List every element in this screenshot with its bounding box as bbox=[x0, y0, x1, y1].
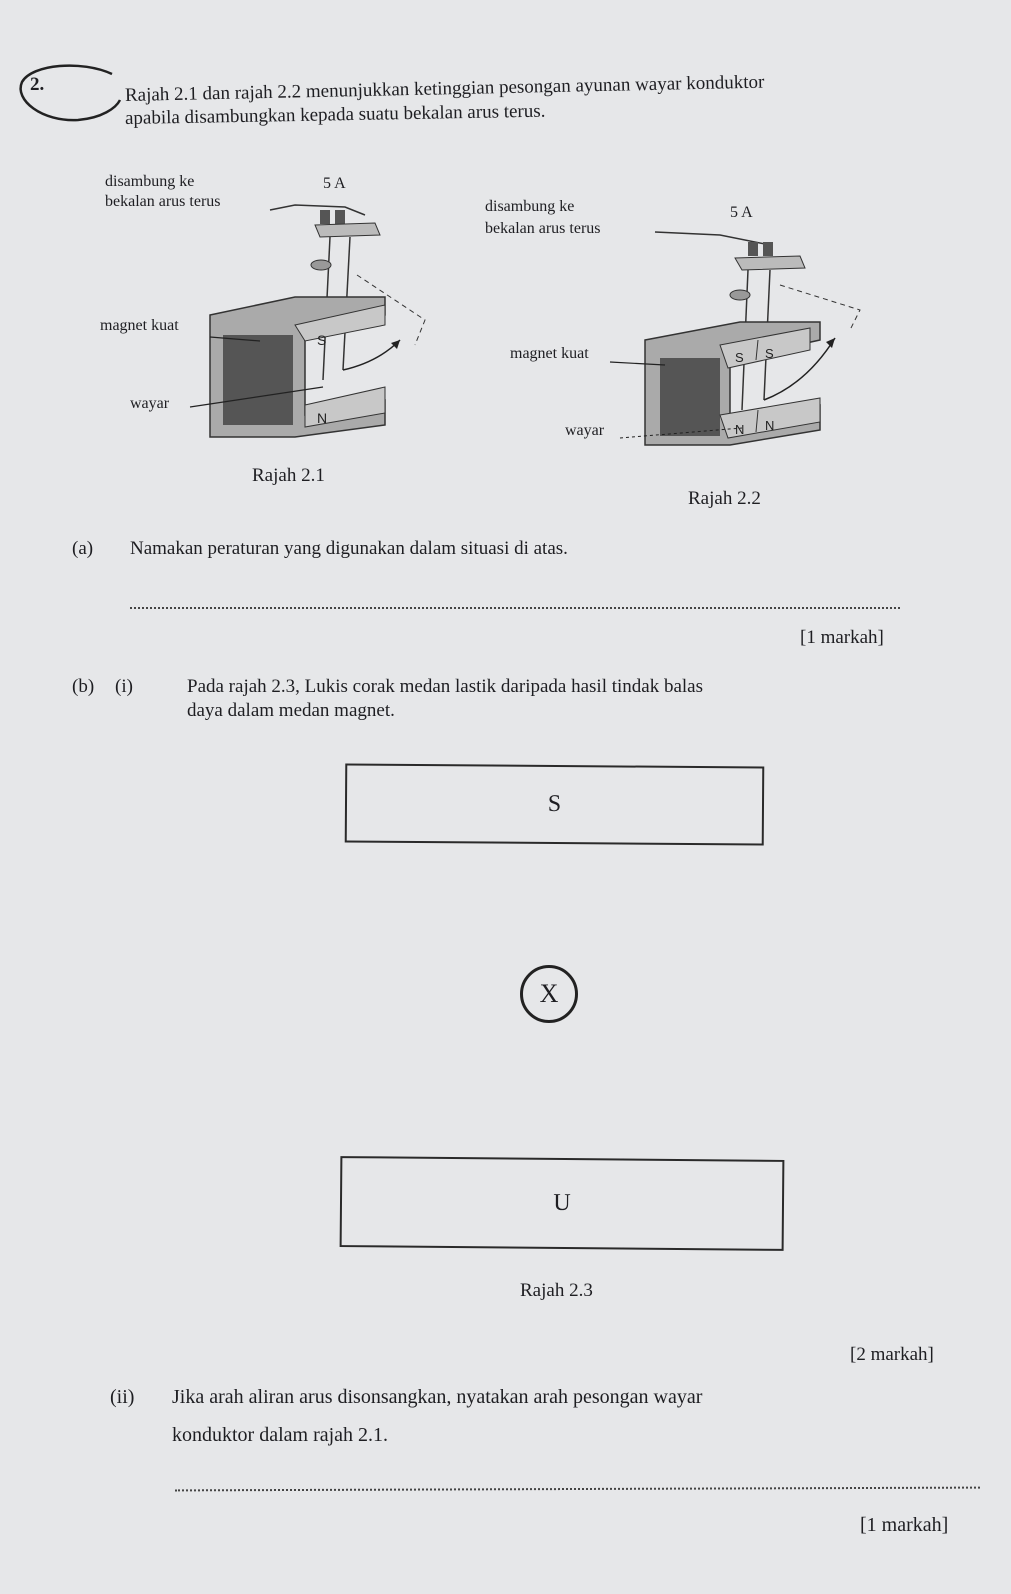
question-intro-line2: apabila disambungkan kepada suatu bekalan arus terus. bbox=[124, 100, 546, 129]
part-b-ii-marks: [1 markah] bbox=[860, 1514, 949, 1536]
part-b-ii-answer-line[interactable] bbox=[175, 1487, 980, 1492]
fig1-current-label: 5 A bbox=[323, 175, 346, 192]
part-b-i-question-line2: daya dalam medan magnet. bbox=[187, 700, 395, 721]
fig2-pole-bottom-2: N bbox=[765, 418, 775, 433]
part-b-ii-label: (ii) bbox=[110, 1386, 135, 1408]
fig2-current-label: 5 A bbox=[730, 204, 753, 221]
pole-south-label: S bbox=[547, 790, 562, 818]
fig2-pole-bottom-1: N bbox=[735, 422, 745, 437]
part-a-marks: [1 markah] bbox=[800, 627, 884, 648]
fig3-caption: Rajah 2.3 bbox=[520, 1280, 593, 1301]
figure-2-1 bbox=[95, 165, 445, 495]
part-b-ii-question-line2: konduktor dalam rajah 2.1. bbox=[172, 1424, 389, 1446]
fig1-wire-label: wayar bbox=[130, 395, 170, 412]
fig1-pole-bottom: N bbox=[317, 410, 328, 426]
fig2-pole-top-1: S bbox=[735, 350, 744, 365]
magnet-pole-south bbox=[345, 764, 765, 846]
fig2-wire-label: wayar bbox=[565, 422, 605, 439]
fig1-magnet-label: magnet kuat bbox=[100, 317, 179, 334]
fig2-apparatus-illustration bbox=[480, 190, 880, 490]
fig1-supply-label-2: bekalan arus terus bbox=[105, 193, 221, 210]
figure-2-2 bbox=[480, 190, 880, 520]
part-b-i-question-line1: Pada rajah 2.3, Lukis corak medan lastik daripada hasil tindak balas bbox=[187, 676, 704, 697]
part-b-label: (b) bbox=[72, 676, 95, 697]
fig1-supply-label-1: disambung ke bbox=[105, 173, 195, 190]
fig1-caption: Rajah 2.1 bbox=[252, 465, 325, 486]
fig2-supply-label-2: bekalan arus terus bbox=[485, 220, 601, 237]
figure-2-3-drawing-area[interactable] bbox=[330, 760, 790, 1260]
question-number: 2. bbox=[30, 74, 45, 95]
fig2-pole-top-2: S bbox=[765, 346, 774, 361]
fig1-pole-top: S bbox=[317, 332, 327, 348]
part-b-i-marks: [2 markah] bbox=[850, 1344, 934, 1365]
part-a-answer-line[interactable] bbox=[130, 607, 900, 609]
question-intro-line1: Rajah 2.1 dan rajah 2.2 menunjukkan ketinggian pesongan ayunan wayar konduktor bbox=[124, 71, 765, 106]
part-b-i-label: (i) bbox=[115, 676, 133, 697]
part-a-label: (a) bbox=[72, 538, 94, 559]
magnet-pole-north bbox=[340, 1156, 785, 1251]
part-a-question: Namakan peraturan yang digunakan dalam situasi di atas. bbox=[130, 538, 568, 559]
question-number-circle bbox=[12, 60, 124, 130]
fig1-apparatus-illustration bbox=[95, 165, 445, 465]
conductor-into-page bbox=[520, 965, 578, 1023]
conductor-symbol: X bbox=[539, 979, 559, 1008]
pole-north-label: U bbox=[553, 1189, 571, 1217]
fig2-magnet-label: magnet kuat bbox=[510, 345, 589, 362]
fig2-caption: Rajah 2.2 bbox=[688, 488, 761, 509]
fig2-supply-label-1: disambung ke bbox=[485, 198, 575, 215]
part-b-ii-question-line1: Jika arah aliran arus disonsangkan, nyatakan arah pesongan wayar bbox=[172, 1386, 703, 1408]
